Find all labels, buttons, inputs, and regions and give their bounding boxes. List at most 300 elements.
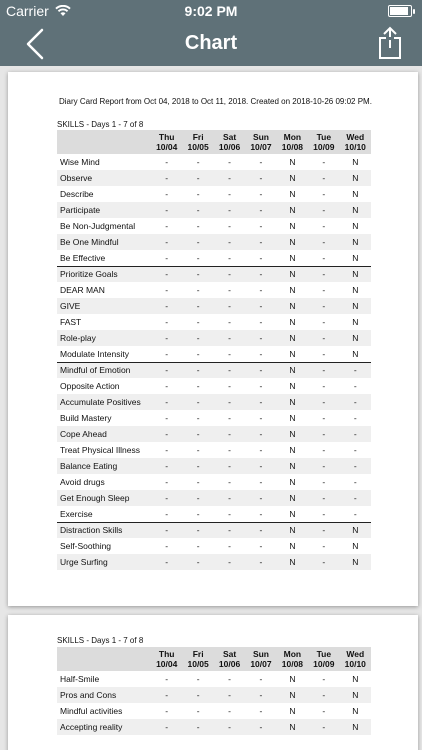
report-page-2[interactable] [8,615,418,750]
value-cell: - [308,426,339,442]
value-cell: - [245,170,276,186]
value-cell: - [151,554,182,570]
value-cell: - [259,674,263,684]
table-header-row [57,647,371,671]
value-cell: - [340,362,371,378]
value-cell: - [151,234,182,250]
value-cell: - [245,522,276,538]
value-cell: N [277,298,308,314]
value-cell: - [322,477,326,487]
value-cell: - [340,394,371,410]
value-cell: - [353,477,357,487]
value-cell: - [245,687,276,703]
value-cell: - [308,490,339,506]
value-cell: - [259,189,263,199]
value-cell: - [259,285,263,295]
value-cell: - [259,706,263,716]
table-row [57,346,371,362]
value-cell: - [196,252,200,263]
value-cell: - [259,445,263,455]
value-cell: - [259,541,263,551]
value-cell: - [151,394,182,410]
table-row [57,538,371,554]
table-row [57,282,371,298]
top-bar [0,0,422,66]
value-cell: N [277,362,308,378]
table-row [57,298,371,314]
value-cell: - [182,362,213,378]
value-cell: - [228,348,231,359]
value-cell: N [352,348,359,359]
value-cell: - [308,522,339,538]
value-cell: - [182,394,213,410]
value-cell: - [196,317,200,327]
value-cell: N [340,298,371,314]
value-cell: - [165,445,169,455]
skills-table [57,130,371,570]
skill-name-cell: Opposite Action [60,381,120,391]
skill-name-cell: GIVE [57,298,151,314]
value-cell: - [322,157,326,167]
value-cell: N [277,330,308,346]
table-row [57,186,371,202]
value-cell: - [259,477,263,487]
value-cell: - [182,687,213,703]
value-cell: - [196,413,200,423]
value-cell: - [322,445,326,455]
value-cell: - [308,170,339,186]
value-cell: N [352,189,359,199]
value-cell: - [353,508,357,519]
value-cell: - [259,508,263,519]
value-cell: - [151,719,182,735]
skill-name-cell: Describe [60,189,94,199]
table-header-blank [57,647,151,671]
skill-name-cell: Distraction Skills [57,522,151,538]
value-cell: N [277,202,308,218]
skill-name-cell: Be Non-Judgmental [60,221,136,231]
value-cell: - [245,330,276,346]
value-cell: - [151,330,182,346]
value-cell: - [228,221,231,231]
value-cell: N [289,477,296,487]
day-header: Sun 10/07 [245,130,276,154]
value-cell: - [151,298,182,314]
value-cell: N [289,157,296,167]
value-cell: - [165,348,169,359]
value-cell: - [196,674,200,684]
day-header: Tue 10/09 [308,130,339,154]
value-cell: - [165,285,169,295]
table-row [57,170,371,186]
report-page-1[interactable] [8,72,418,606]
value-cell: N [277,719,308,735]
value-cell: - [308,234,339,250]
value-cell: - [182,330,213,346]
skill-name-cell: Build Mastery [60,413,112,423]
value-cell: N [340,266,371,282]
value-cell: - [259,317,263,327]
table-row [57,266,371,282]
value-cell: - [165,674,169,684]
table-row [57,234,371,250]
table-row [57,671,371,687]
value-cell: - [308,687,339,703]
day-header: Thu 10/04 [151,647,182,671]
skill-name-cell: Accepting reality [57,719,151,735]
value-cell: - [245,202,276,218]
value-cell: - [322,541,326,551]
skill-name-cell: Be One Mindful [57,234,151,250]
value-cell: N [352,317,359,327]
table-row [57,314,371,330]
value-cell: - [228,508,231,519]
value-cell: N [352,541,359,551]
value-cell: - [214,330,245,346]
value-cell: - [322,221,326,231]
section-title: SKILLS - Days 1 - 7 of 8 [57,120,144,129]
value-cell: - [165,157,169,167]
value-cell: - [151,202,182,218]
value-cell: N [289,445,296,455]
value-cell: N [340,202,371,218]
value-cell: - [308,202,339,218]
section-title: SKILLS - Days 1 - 7 of 8 [57,636,144,645]
value-cell: - [214,522,245,538]
table-row [57,330,371,346]
table-header-row [57,130,371,154]
value-cell: - [214,394,245,410]
value-cell: N [277,266,308,282]
value-cell: - [228,381,231,391]
value-cell: N [289,285,296,295]
value-cell: - [340,490,371,506]
value-cell: - [259,252,263,263]
value-cell: - [196,706,200,716]
page-title: Chart [184,32,238,54]
value-cell: - [308,394,339,410]
value-cell: - [245,426,276,442]
value-cell: - [182,554,213,570]
value-cell: - [151,170,182,186]
value-cell: - [308,266,339,282]
value-cell: - [214,362,245,378]
value-cell: - [182,234,213,250]
table-row [57,490,371,506]
value-cell: - [182,490,213,506]
skill-name-cell: Get Enough Sleep [57,490,151,506]
table-row [57,703,371,719]
value-cell: - [151,266,182,282]
value-cell: N [340,234,371,250]
value-cell: - [228,413,231,423]
value-cell: - [214,298,245,314]
value-cell: - [151,458,182,474]
value-cell: - [196,445,200,455]
day-header: Sat 10/06 [214,130,245,154]
value-cell: N [277,170,308,186]
day-header: Mon 10/08 [277,647,308,671]
skill-name-cell: Mindful activities [60,706,123,716]
value-cell: - [245,394,276,410]
table-row [57,410,371,426]
value-cell: N [352,706,359,716]
value-cell: - [322,674,326,684]
value-cell: N [352,285,359,295]
value-cell: - [245,266,276,282]
value-cell: N [277,554,308,570]
skill-name-cell: Pros and Cons [57,687,151,703]
table-row [57,442,371,458]
value-cell: - [228,317,231,327]
value-cell: - [182,426,213,442]
table-row [57,719,371,735]
value-cell: - [196,541,200,551]
value-cell: - [165,189,169,199]
value-cell: N [352,157,359,167]
value-cell: - [245,298,276,314]
value-cell: - [228,674,231,684]
value-cell: - [228,157,231,167]
skill-name-cell: Cope Ahead [57,426,151,442]
day-header: Fri 10/05 [182,130,213,154]
value-cell: - [165,317,169,327]
skill-name-cell: Modulate Intensity [60,348,129,359]
value-cell: N [340,687,371,703]
value-cell: - [182,170,213,186]
value-cell: - [245,234,276,250]
value-cell: N [340,170,371,186]
value-cell: - [259,348,263,359]
table-row [57,506,371,522]
day-header: Fri 10/05 [182,647,213,671]
skill-name-cell: Avoid drugs [60,477,105,487]
day-header: Sun 10/07 [245,647,276,671]
value-cell: - [214,719,245,735]
skill-name-cell: Mindful of Emotion [57,362,151,378]
value-cell: - [214,554,245,570]
value-cell: - [322,285,326,295]
carrier-label: Carrier [6,3,49,19]
day-header: Thu 10/04 [151,130,182,154]
skill-name-cell: Wise Mind [60,157,100,167]
value-cell: - [151,687,182,703]
value-cell: - [196,221,200,231]
value-cell: - [322,508,326,519]
value-cell: - [228,189,231,199]
value-cell: - [182,458,213,474]
value-cell: N [340,719,371,735]
skill-name-cell: DEAR MAN [60,285,105,295]
table-header-blank [57,130,151,154]
value-cell: - [353,413,357,423]
report-header: Diary Card Report from Oct 04, 2018 to Oct 11, 2018. Created on 2018-10-26 09:02 PM. [59,97,372,106]
value-cell: - [165,413,169,423]
value-cell: N [277,522,308,538]
table-row [57,218,371,234]
value-cell: N [352,221,359,231]
value-cell: N [289,541,296,551]
value-cell: - [165,508,169,519]
value-cell: N [289,189,296,199]
navigation-bar [0,22,422,66]
table-row [57,250,371,266]
value-cell: - [245,362,276,378]
value-cell: - [214,458,245,474]
table-row [57,522,371,538]
table-row [57,458,371,474]
value-cell: - [322,348,326,359]
value-cell: - [322,252,326,263]
value-cell: - [214,170,245,186]
table-row [57,154,371,170]
value-cell: - [308,298,339,314]
value-cell: - [245,554,276,570]
value-cell: - [308,458,339,474]
value-cell: - [228,706,231,716]
value-cell: - [322,413,326,423]
value-cell: - [259,157,263,167]
skill-name-cell: Treat Physical Illness [60,445,140,455]
skill-name-cell: Exercise [60,508,93,519]
value-cell: - [308,554,339,570]
value-cell: - [214,687,245,703]
value-cell: N [352,252,359,263]
value-cell: N [277,234,308,250]
table-row [57,362,371,378]
value-cell: N [340,554,371,570]
value-cell: - [165,477,169,487]
value-cell: - [308,362,339,378]
skill-name-cell: Half-Smile [60,674,100,684]
table-row [57,378,371,394]
status-bar [0,0,422,22]
value-cell: - [182,719,213,735]
skill-name-cell: Prioritize Goals [57,266,151,282]
day-header: Wed 10/10 [340,647,371,671]
battery-icon [388,5,412,17]
table-row [57,687,371,703]
table-row [57,554,371,570]
value-cell: - [259,221,263,231]
value-cell: N [277,394,308,410]
value-cell: - [353,381,357,391]
value-cell: - [165,221,169,231]
table-row [57,394,371,410]
value-cell: N [289,252,296,263]
day-header: Mon 10/08 [277,130,308,154]
value-cell: - [228,541,231,551]
value-cell: - [165,252,169,263]
value-cell: - [151,490,182,506]
value-cell: N [289,508,296,519]
day-header: Sat 10/06 [214,647,245,671]
skill-name-cell: Accumulate Positives [57,394,151,410]
value-cell: N [352,674,359,684]
value-cell: N [277,458,308,474]
value-cell: N [289,706,296,716]
value-cell: N [289,221,296,231]
value-cell: - [182,202,213,218]
value-cell: - [196,508,200,519]
value-cell: N [340,330,371,346]
value-cell: - [214,266,245,282]
value-cell: - [322,317,326,327]
share-icon [376,26,404,60]
value-cell: - [151,362,182,378]
skill-name-cell: Role-play [57,330,151,346]
value-cell: - [308,719,339,735]
value-cell: - [196,189,200,199]
value-cell: - [353,445,357,455]
share-button[interactable] [376,26,404,60]
skills-table [57,647,371,735]
value-cell: - [196,157,200,167]
value-cell: N [289,317,296,327]
value-cell: - [182,298,213,314]
value-cell: N [289,348,296,359]
skill-name-cell: Participate [57,202,151,218]
skill-name-cell: Urge Surfing [57,554,151,570]
value-cell: N [277,490,308,506]
skill-name-cell: FAST [60,317,82,327]
value-cell: N [277,687,308,703]
day-header: Tue 10/09 [308,647,339,671]
value-cell: - [165,541,169,551]
value-cell: - [308,330,339,346]
value-cell: - [151,426,182,442]
table-row [57,202,371,218]
value-cell: - [340,458,371,474]
value-cell: N [289,674,296,684]
value-cell: - [322,381,326,391]
value-cell: - [196,381,200,391]
value-cell: - [214,426,245,442]
value-cell: N [289,381,296,391]
value-cell: - [228,252,231,263]
value-cell: - [322,189,326,199]
table-row [57,474,371,490]
value-cell: - [228,477,231,487]
value-cell: - [165,706,169,716]
value-cell: - [196,477,200,487]
value-cell: N [277,426,308,442]
value-cell: - [245,719,276,735]
skill-name-cell: Balance Eating [57,458,151,474]
value-cell: - [322,706,326,716]
value-cell: - [214,490,245,506]
day-header: Wed 10/10 [340,130,371,154]
value-cell: - [245,458,276,474]
value-cell: N [340,522,371,538]
value-cell: - [340,426,371,442]
table-row [57,426,371,442]
value-cell: - [214,202,245,218]
value-cell: - [151,522,182,538]
value-cell: - [214,234,245,250]
value-cell: - [259,381,263,391]
value-cell: - [228,445,231,455]
skill-name-cell: Observe [57,170,151,186]
value-cell: - [196,348,200,359]
value-cell: - [245,490,276,506]
value-cell: - [228,285,231,295]
value-cell: - [182,266,213,282]
skill-name-cell: Self-Soothing [60,541,112,551]
skill-name-cell: Be Effective [60,252,106,263]
value-cell: - [182,522,213,538]
value-cell: - [259,413,263,423]
